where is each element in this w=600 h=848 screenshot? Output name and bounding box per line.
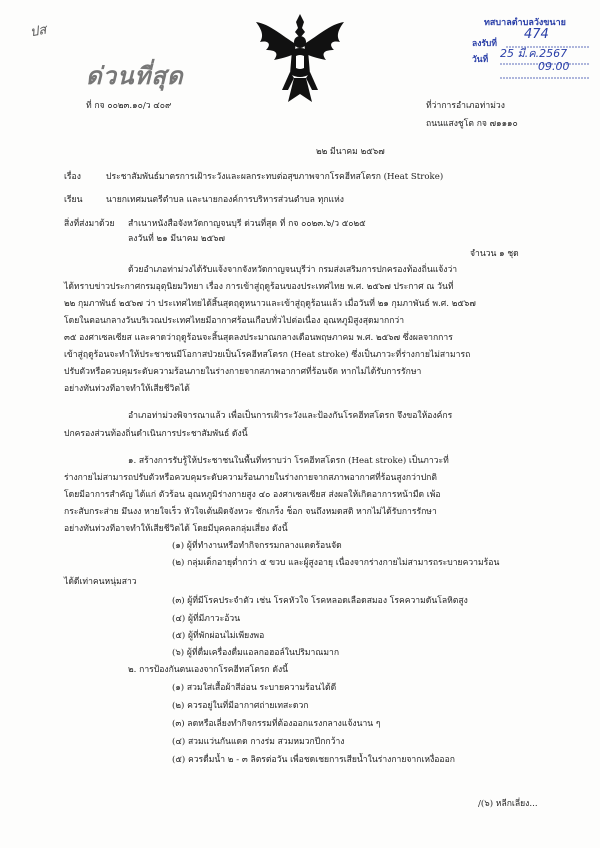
document-number: ที่ กจ ๐๐๒๓.๑๐/ว ๔๐๙ (86, 101, 172, 111)
receipt-received-no: 474 (524, 27, 549, 42)
para2-line: อำเภอท่าม่วงพิจารณาแล้ว เพื่อเป็นการเฝ้าระวังและป้องกันโรคฮีทสโตรก จึงขอให้องค์กร (128, 411, 453, 421)
section1-line: ๑. สร้างการรับรู้ให้ประชาชนในพื้นที่ทราบว่า โรคฮีทสโตรก (Heat stroke) เป็นภาวะที่ (128, 456, 449, 466)
risk-group-item: (๕) ผู้ที่พักผ่อนไม่เพียงพอ (172, 631, 265, 641)
risk-group-item: ได้ดีเท่าคนหนุ่มสาว (64, 577, 137, 587)
sender-address: ถนนแสงชูโต กจ ๗๑๑๑๐ (426, 119, 518, 129)
prevention-item: (๒) ควรอยู่ในที่มีอากาศถ่ายเทสะดวก (172, 701, 309, 711)
receipt-received-label: ลงรับที่ (472, 39, 497, 49)
to-label: เรียน (64, 195, 83, 205)
continuation-note: /(๖) หลีกเลี่ยง... (478, 799, 538, 809)
risk-group-item: (๒) กลุ่มเด็กอายุต่ำกว่า ๕ ขวบ และผู้สูงอายุ เนื่องจากร่างกายไม่สามารถระบายความร้อน (172, 558, 500, 568)
section1-line: โดยมีอาการสำคัญ ได้แก่ ตัวร้อน อุณหภูมิร่างกายสูง ๔๐ องศาเซลเซียส ส่งผลให้เกิดอาการหน้ามืด เพ้อ (64, 490, 441, 500)
para1-line: ๒๒ กุมภาพันธ์ ๒๕๖๗ ว่า ประเทศไทยได้สิ้นสุดฤดูหนาวและเข้าสู่ฤดูร้อนแล้ว เมื่อวันที่ ๒๑ กุมภาพันธ์ พ.ศ. ๒๕๖๗ (64, 299, 476, 309)
document-date: ๒๒ มีนาคม ๒๕๖๗ (316, 147, 385, 157)
section2-title: ๒. การป้องกันตนเองจากโรคฮีทสโตรก ดังนี้ (128, 665, 289, 675)
para2-line: ปกครองส่วนท้องถิ่นดำเนินการประชาสัมพันธ์ ดังนี้ (64, 429, 248, 439)
section1-line: อย่างทันท่วงทีอาจทำให้เสียชีวิตได้ โดยมีบุคคลกลุ่มเสี่ยง ดังนี้ (64, 524, 288, 534)
section1-line: ร่างกายไม่สามารถปรับตัวหรือควบคุมระดับความร้อนภายในร่างกายจากสภาพอากาศที่ร้อนสูงกว่าปกติ (64, 473, 437, 483)
urgent-stamp: ด่วนที่สุด (86, 61, 184, 90)
receipt-time: 09.00 (538, 60, 570, 73)
para1-line: ด้วยอำเภอท่าม่วงได้รับแจ้งจากจังหวัดกาญจนบุรีว่า กรมส่งเสริมการปกครองท้องถิ่นแจ้งว่า (128, 265, 458, 275)
para1-line: ปรับตัวหรือควบคุมระดับความร้อนภายในร่างกายจากสภาพอากาศที่ร้อนจัด หากไม่ได้รับการรักษา (64, 367, 422, 377)
receipt-org: ทสบาลตำบลวังขนาย (484, 18, 566, 28)
to-text: นายกเทศมนตรีตำบล และนายกองค์การบริหารส่วนตำบล ทุกแห่ง (106, 195, 344, 205)
enclosure-count: จำนวน ๑ ชุด (470, 249, 519, 259)
subject-text: ประชาสัมพันธ์มาตรการเฝ้าระวังและผลกระทบต่อสุขภาพจากโรคฮีทสโตรก (Heat Stroke) (106, 172, 444, 182)
para1-line: โดยในตอนกลางวันบริเวณประเทศไทยมีอากาศร้อนเกือบทั่วไปต่อเนื่อง อุณหภูมิสูงสุดมากกว่า (64, 316, 405, 326)
risk-group-item: (๔) ผู้ที่มีภาวะอ้วน (172, 614, 241, 624)
section1-line: กระสับกระส่าย มึนงง หายใจเร็ว หัวใจเต้นผิดจังหวะ ชักเกร็ง ช็อก จนถึงหมดสติ หากไม่ได้รับการรักษา (64, 507, 437, 517)
sender-office: ที่ว่าการอำเภอท่าม่วง (426, 101, 505, 111)
para1-line: เข้าสู่ฤดูร้อนจะทำให้ประชาชนมีโอกาสป่วยเป็นโรคฮีทสโตรก (Heat stroke) ซึ่งเป็นภาวะที่ร่างกายไม่สามารถ (64, 350, 471, 360)
prevention-item: (๕) ควรดื่มน้ำ ๒ - ๓ ลิตรต่อวัน เพื่อชดเชยการเสียน้ำในร่างกายจากเหงื่อออก (172, 755, 455, 765)
risk-group-item: (๖) ผู้ที่ดื่มเครื่องดื่มแอลกอฮอล์ในปริมาณมาก (172, 648, 340, 658)
para1-line: ๓๕ องศาเซลเซียส และคาดว่าฤดูร้อนจะสิ้นสุดลงประมาณกลางเดือนพฤษภาคม พ.ศ. ๒๕๖๗ ซึ่งผลจากการ (64, 333, 453, 343)
garuda-emblem-icon (252, 10, 348, 110)
receipt-date: 25 มี.ค.2567 (500, 47, 568, 60)
para1-line: อย่างทันท่วงทีอาจทำให้เสียชีวิตได้ (64, 384, 190, 394)
subject-label: เรื่อง (64, 172, 81, 182)
enclosure-line-1: สำเนาหนังสือจังหวัดกาญจนบุรี ด่วนที่สุด ที่ กจ ๐๐๒๓.๖/ว ๕๐๒๕ (128, 219, 366, 229)
risk-group-item: (๓) ผู้ที่มีโรคประจำตัว เช่น โรคหัวใจ โรคหลอดเลือดสมอง โรคความดันโลหิตสูง (172, 596, 468, 606)
para1-line: ได้ทราบข่าวประกาศกรมอุตุนิยมวิทยา เรื่อง การเข้าสู่ฤดูร้อนของประเทศไทย พ.ศ. ๒๕๖๗ ประกาศ ณ วันที่ (64, 282, 454, 292)
risk-group-item: (๑) ผู้ที่ทำงานหรือทำกิจกรรมกลางแดดร้อนจัด (172, 541, 342, 551)
prevention-item: (๓) ลดหรือเลี่ยงทำกิจกรรมที่ต้องออกแรงกลางแจ้งนาน ๆ (172, 719, 381, 729)
prevention-item: (๑) สวมใส่เสื้อผ้าสีอ่อน ระบายความร้อนได้ดี (172, 683, 337, 693)
enclosure-line-2: ลงวันที่ ๒๑ มีนาคม ๒๕๖๗ (128, 234, 226, 244)
receipt-date-label: วันที่ (472, 55, 489, 65)
corner-handwritten-note: ปส (28, 22, 48, 41)
enclosure-label: สิ่งที่ส่งมาด้วย (64, 219, 115, 229)
prevention-item: (๔) สวมแว่นกันแดด กางร่ม สวมหมวกปีกกว้าง (172, 737, 345, 747)
